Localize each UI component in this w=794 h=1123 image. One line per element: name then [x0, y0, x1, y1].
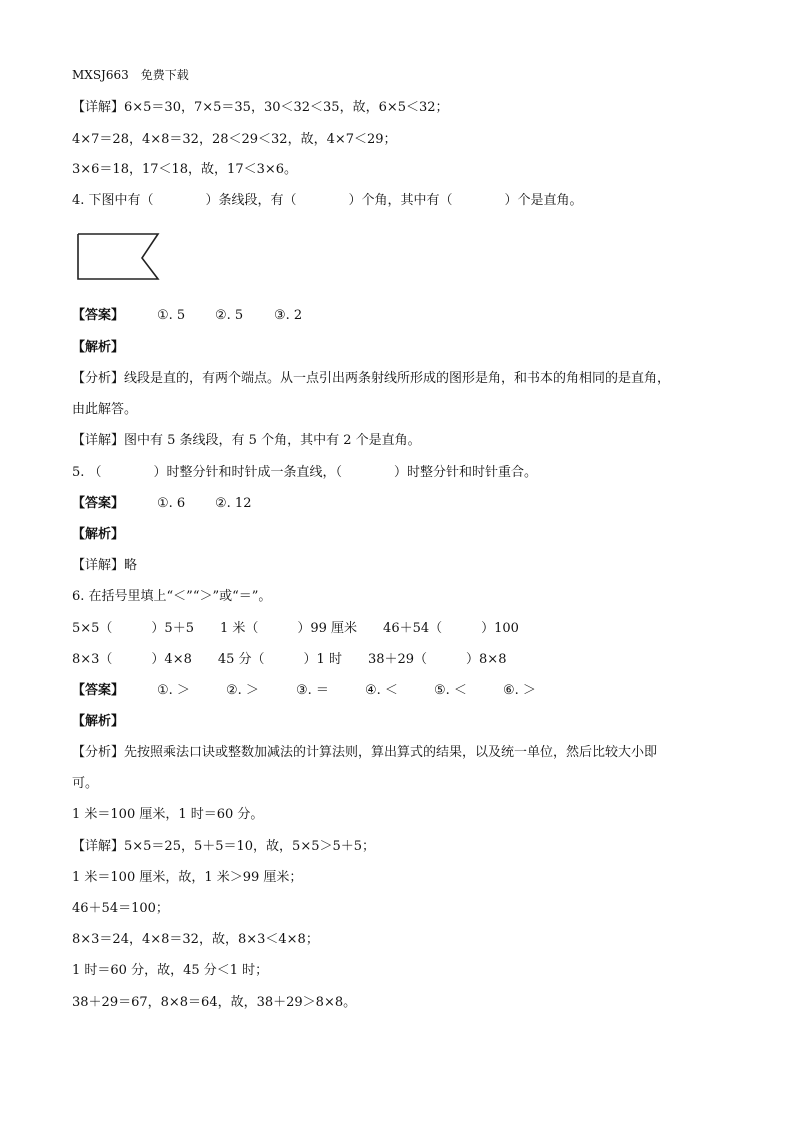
- q5-answer-label: 【答案】: [72, 496, 125, 511]
- q6-fenxi-line-2: 可。: [72, 776, 99, 791]
- q4-detail: 【详解】图中有 5 条线段，有 5 个角，其中有 2 个是直角。: [72, 433, 421, 448]
- q4-analysis-label: 【解析】: [72, 340, 125, 355]
- q4-answer-3: ③. 2: [274, 308, 303, 323]
- q4-answer-1: ①. 5: [157, 308, 186, 323]
- q4-figure-flag-shape: [72, 230, 162, 285]
- q6-detail-line-4: 8×3＝24，4×8＝32，故，8×3＜4×8；: [72, 932, 319, 947]
- q5-detail: 【详解】略: [72, 558, 138, 573]
- page-header: MXSJ663 免费下载: [72, 68, 189, 82]
- q6-question: 6. 在括号里填上“＜”“＞”或“＝”。: [72, 589, 272, 604]
- q6-detail-line-3: 46＋54＝100；: [72, 901, 169, 916]
- q6-answer-2: ②. ＞: [226, 683, 259, 698]
- q5-answer-1: ①. 6: [157, 496, 186, 511]
- q6-detail-line-1: 【详解】5×5＝25，5＋5＝10，故，5×5＞5＋5；: [72, 839, 376, 854]
- q6-answer-4: ④. ＜: [365, 683, 398, 698]
- q5-analysis-label: 【解析】: [72, 527, 125, 542]
- q4-fenxi-line-2: 由此解答。: [72, 402, 138, 417]
- q3-detail-line-3: 3×6＝18，17＜18，故，17＜3×6。: [72, 162, 298, 177]
- q6-answer-1: ①. ＞: [157, 683, 190, 698]
- q4-question: 4. 下图中有（ ）条线段，有（ ）个角，其中有（ ）个是直角。: [72, 193, 583, 208]
- q6-answer-label: 【答案】: [72, 683, 125, 698]
- q6-answer-5: ⑤. ＜: [434, 683, 467, 698]
- q6-row-1: 5×5（ ）5＋5 1 米（ ）99 厘米 46＋54（ ）100: [72, 621, 519, 636]
- q4-answer-label: 【答案】: [72, 308, 125, 323]
- q6-answer-6: ⑥. ＞: [503, 683, 536, 698]
- q3-detail-line-1: 【详解】6×5＝30，7×5＝35，30＜32＜35，故，6×5＜32；: [72, 100, 449, 115]
- q6-fenxi-line-1: 【分析】先按照乘法口诀或整数加减法的计算法则，算出算式的结果，以及统一单位，然后比较大小即: [72, 745, 658, 760]
- q6-units-note: 1 米＝100 厘米，1 时＝60 分。: [72, 807, 264, 822]
- q6-row-2: 8×3（ ）4×8 45 分（ ）1 时 38＋29（ ）8×8: [72, 652, 507, 667]
- q3-detail-line-2: 4×7＝28，4×8＝32，28＜29＜32，故，4×7＜29；: [72, 132, 397, 147]
- q6-detail-line-5: 1 时＝60 分，故，45 分＜1 时；: [72, 963, 269, 978]
- q6-detail-line-6: 38＋29＝67，8×8＝64，故，38＋29＞8×8。: [72, 995, 357, 1010]
- q6-detail-line-2: 1 米＝100 厘米，故，1 米＞99 厘米；: [72, 870, 303, 885]
- q6-answer-3: ③. ＝: [296, 683, 329, 698]
- q4-answer-2: ②. 5: [215, 308, 244, 323]
- q4-fenxi-line-1: 【分析】线段是直的，有两个端点。从一点引出两条射线所形成的图形是角，和书本的角相同的是直角，: [72, 371, 671, 386]
- q6-analysis-label: 【解析】: [72, 714, 125, 729]
- q5-question: 5. （ ）时整分针和时针成一条直线，（ ）时整分针和时针重合。: [72, 465, 538, 480]
- q5-answer-2: ②. 12: [215, 496, 252, 511]
